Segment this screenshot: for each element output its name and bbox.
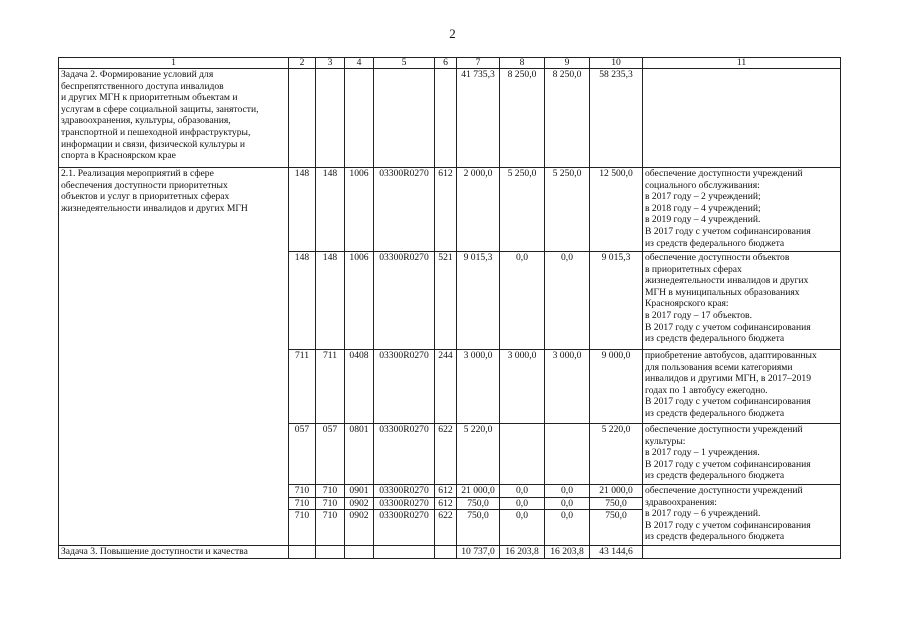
- text-line: В 2017 году с учетом софинансирования: [645, 225, 811, 237]
- header-cell: 10: [590, 58, 643, 69]
- empty-cell: [316, 546, 345, 559]
- header-cell: 8: [500, 58, 545, 69]
- cell-amount-2017: 10 737,0: [457, 546, 500, 559]
- cell-admin: 710: [289, 497, 316, 510]
- cell-admin: 148: [289, 252, 316, 350]
- cell-amount-2017: 2 000,0: [457, 168, 500, 252]
- text-line: в 2018 году – 4 учреждений;: [645, 202, 761, 214]
- cell-amount-2017: 5 220,0: [457, 424, 500, 485]
- text-line: Красноярского края:: [645, 298, 729, 310]
- text-line: годах по 1 автобусу ежегодно.: [645, 384, 768, 396]
- empty-cell: [316, 69, 345, 168]
- cell-amount-2019: 16 203,8: [545, 546, 590, 559]
- cell-target: 03300R0270: [374, 168, 435, 252]
- text-line: социального обслуживания:: [645, 179, 760, 191]
- text-line: обеспечение доступности объектов: [645, 252, 790, 263]
- text-line: объектов и услуг в приоритетных сферах: [61, 191, 230, 203]
- text-line: обеспечение доступности учреждений: [645, 168, 803, 179]
- cell-amount-total: 5 220,0: [590, 424, 643, 485]
- cell-amount-total: 43 144,6: [590, 546, 643, 559]
- text-line: из средств федерального бюджета: [645, 531, 785, 543]
- cell-grbs: 710: [316, 497, 345, 510]
- empty-cell: [643, 69, 841, 168]
- empty-cell: [345, 546, 374, 559]
- cell-amount-2019: 0,0: [545, 252, 590, 350]
- task3-row: [59, 546, 841, 559]
- cell-expense: 521: [435, 252, 457, 350]
- result-description: [643, 485, 841, 546]
- cell-amount-2018: [500, 424, 545, 485]
- cell-admin: 148: [289, 168, 316, 252]
- page-number: 2: [449, 26, 456, 41]
- text-line: 2.1. Реализация мероприятий в сфере: [61, 168, 214, 179]
- empty-cell: [289, 546, 316, 559]
- cell-amount-total: 9 015,3: [590, 252, 643, 350]
- cell-amount-2019: 3 000,0: [545, 350, 590, 424]
- cell-section: 0902: [345, 510, 374, 546]
- text-line: обеспечение доступности учреждений: [645, 485, 803, 496]
- cell-expense: 622: [435, 424, 457, 485]
- header-row: [59, 58, 841, 69]
- text-line: культуры:: [645, 435, 686, 447]
- cell-amount-2018: 3 000,0: [500, 350, 545, 424]
- activity-title: [59, 168, 289, 546]
- cell-amount-2019: 0,0: [545, 497, 590, 510]
- text-line: обеспечения доступности приоритетных: [61, 179, 228, 191]
- cell-expense: 622: [435, 510, 457, 546]
- text-line: Задача 2. Формирование условий для: [61, 69, 214, 80]
- cell-grbs: 148: [316, 168, 345, 252]
- program-table: [58, 57, 841, 559]
- cell-target: 03300R0270: [374, 485, 435, 498]
- text-line: беспрепятственного доступа инвалидов: [61, 80, 224, 92]
- cell-amount-2019: 0,0: [545, 510, 590, 546]
- empty-cell: [345, 69, 374, 168]
- cell-amount-2019: [545, 424, 590, 485]
- cell-section: 0902: [345, 497, 374, 510]
- empty-cell: [289, 69, 316, 168]
- header-cell: 7: [457, 58, 500, 69]
- cell-amount-2019: 5 250,0: [545, 168, 590, 252]
- header-cell: 6: [435, 58, 457, 69]
- cell-admin: 710: [289, 510, 316, 546]
- cell-amount-2019: 0,0: [545, 485, 590, 498]
- text-line: в 2017 году – 6 учреждений.: [645, 508, 761, 520]
- cell-admin: 711: [289, 350, 316, 424]
- header-cell: 3: [316, 58, 345, 69]
- text-line: услугам в сфере социальной защиты, занятости,: [61, 103, 259, 115]
- cell-amount-total: 750,0: [590, 510, 643, 546]
- cell-amount-total: 58 235,3: [590, 69, 643, 168]
- header-cell: 11: [643, 58, 841, 69]
- cell-amount-2018: 0,0: [500, 252, 545, 350]
- text-line: Задача 3. Повышение доступности и качества: [61, 546, 248, 558]
- cell-amount-2017: 41 735,3: [457, 69, 500, 168]
- text-line: из средств федерального бюджета: [645, 237, 785, 249]
- cell-grbs: 711: [316, 350, 345, 424]
- text-line: В 2017 году с учетом софинансирования: [645, 519, 811, 531]
- header-cell: 9: [545, 58, 590, 69]
- cell-amount-2017: 9 015,3: [457, 252, 500, 350]
- task2-row: [59, 69, 841, 168]
- text-line: инвалидов и другими МГН, в 2017–2019: [645, 373, 811, 385]
- cell-amount-2018: 0,0: [500, 497, 545, 510]
- text-line: спорта в Красноярском крае: [61, 150, 176, 162]
- cell-target: 03300R0270: [374, 424, 435, 485]
- cell-target: 03300R0270: [374, 252, 435, 350]
- cell-section: 0901: [345, 485, 374, 498]
- text-line: здравоохранения, культуры, образования,: [61, 115, 231, 127]
- empty-cell: [374, 546, 435, 559]
- empty-cell: [643, 546, 841, 559]
- cell-amount-2019: 8 250,0: [545, 69, 590, 168]
- cell-amount-total: 12 500,0: [590, 168, 643, 252]
- text-line: транспортной и пешеходной инфраструктуры,: [61, 126, 251, 138]
- text-line: из средств федерального бюджета: [645, 407, 785, 419]
- text-line: МГН в муниципальных образованиях: [645, 286, 800, 298]
- cell-section: 0801: [345, 424, 374, 485]
- cell-grbs: 057: [316, 424, 345, 485]
- cell-target: 03300R0270: [374, 350, 435, 424]
- header-cell: 5: [374, 58, 435, 69]
- text-line: для пользования всеми категориями: [645, 361, 793, 373]
- cell-admin: 710: [289, 485, 316, 498]
- text-line: информации и связи, физической культуры и: [61, 138, 246, 150]
- cell-amount-2018: 5 250,0: [500, 168, 545, 252]
- header-cell: 2: [289, 58, 316, 69]
- header-cell: 1: [59, 58, 289, 69]
- text-line: в 2019 году – 4 учреждений.: [645, 214, 761, 226]
- task2-title: [59, 69, 289, 168]
- task3-title: [59, 546, 289, 559]
- cell-amount-2018: 0,0: [500, 485, 545, 498]
- result-description: [643, 350, 841, 424]
- cell-amount-total: 21 000,0: [590, 485, 643, 498]
- text-line: В 2017 году с учетом софинансирования: [645, 321, 811, 333]
- cell-amount-2018: 0,0: [500, 510, 545, 546]
- text-line: в приоритетных сферах: [645, 263, 742, 275]
- cell-grbs: 710: [316, 485, 345, 498]
- cell-section: 1006: [345, 168, 374, 252]
- cell-amount-2018: 8 250,0: [500, 69, 545, 168]
- cell-admin: 057: [289, 424, 316, 485]
- cell-target: 03300R0270: [374, 497, 435, 510]
- cell-amount-2017: 21 000,0: [457, 485, 500, 498]
- empty-cell: [374, 69, 435, 168]
- cell-amount-2017: 3 000,0: [457, 350, 500, 424]
- cell-amount-2018: 16 203,8: [500, 546, 545, 559]
- header-cell: 4: [345, 58, 374, 69]
- result-description: [643, 168, 841, 252]
- result-description: [643, 252, 841, 350]
- cell-amount-total: 9 000,0: [590, 350, 643, 424]
- text-line: в 2017 году – 1 учреждения.: [645, 447, 760, 459]
- cell-expense: 612: [435, 168, 457, 252]
- text-line: здравоохранения:: [645, 496, 717, 508]
- cell-amount-2017: 750,0: [457, 510, 500, 546]
- cell-amount-total: 750,0: [590, 497, 643, 510]
- text-line: В 2017 году с учетом софинансирования: [645, 458, 811, 470]
- text-line: приобретение автобусов, адаптированных: [645, 350, 817, 361]
- text-line: из средств федерального бюджета: [645, 470, 785, 482]
- cell-expense: 244: [435, 350, 457, 424]
- cell-section: 0408: [345, 350, 374, 424]
- text-line: и других МГН к приоритетным объектам и: [61, 92, 238, 104]
- text-line: в 2017 году – 2 учреждений;: [645, 191, 761, 203]
- text-line: обеспечение доступности учреждений: [645, 424, 803, 435]
- text-line: в 2017 году – 17 объектов.: [645, 309, 752, 321]
- result-description: [643, 424, 841, 485]
- empty-cell: [435, 69, 457, 168]
- cell-grbs: 148: [316, 252, 345, 350]
- cell-target: 03300R0270: [374, 510, 435, 546]
- cell-expense: 612: [435, 497, 457, 510]
- text-line: жизнедеятельности инвалидов и других: [645, 275, 809, 287]
- cell-grbs: 710: [316, 510, 345, 546]
- cell-section: 1006: [345, 252, 374, 350]
- cell-amount-2017: 750,0: [457, 497, 500, 510]
- table-row: [59, 168, 841, 252]
- text-line: из средств федерального бюджета: [645, 333, 785, 345]
- empty-cell: [435, 546, 457, 559]
- text-line: В 2017 году с учетом софинансирования: [645, 396, 811, 408]
- text-line: жизнедеятельности инвалидов и других МГН: [61, 202, 248, 214]
- cell-expense: 612: [435, 485, 457, 498]
